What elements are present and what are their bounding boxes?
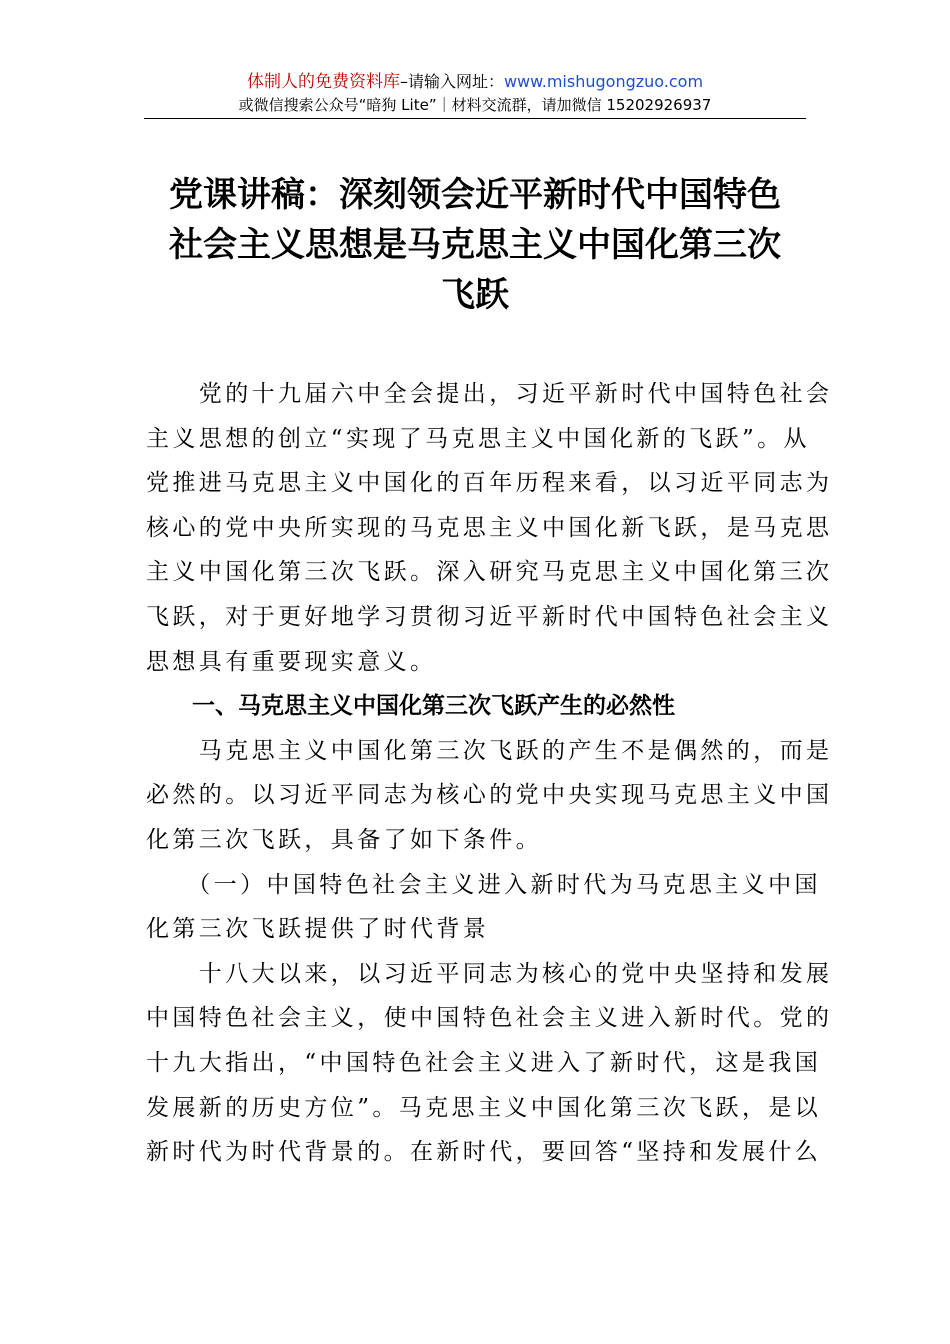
header-line-2: 或微信搜索公众号“暗狗 Lite”｜材料交流群，请加微信 15202926937 [238, 96, 712, 114]
subsection-heading-line: 化第三次飞跃提供了时代背景 [146, 916, 490, 943]
header-line-1 [144, 70, 806, 94]
page-header [144, 70, 806, 116]
paragraph-line: 必然的。以习近平同志为核心的党中央实现马克思主义中国 [146, 782, 833, 809]
paragraph-line: 十九大指出，“中国特色社会主义进入了新时代，这是我国 [146, 1049, 822, 1076]
document-title [144, 170, 806, 320]
header-prompt: –请输入网址： [399, 72, 504, 91]
section-heading: 一、马克思主义中国化第三次飞跃产生的必然性 [146, 693, 675, 720]
header-url-link[interactable]: www.mishugongzuo.com [503, 72, 704, 91]
paragraph-line: 党的十九届六中全会提出，习近平新时代中国特色社会 [146, 381, 833, 407]
paragraph-line: 思想具有重要现实意义。 [146, 648, 437, 675]
paragraph-line: 飞跃，对于更好地学习贯彻习近平新时代中国特色社会主义 [146, 603, 833, 630]
paragraph-line: 主义思想的创立“实现了马克思主义中国化新的飞跃”。从 [146, 425, 810, 452]
title-line: 飞跃 [441, 275, 509, 315]
paragraph-line: 化第三次飞跃，具备了如下条件。 [146, 826, 542, 853]
header-brand: 体制人的免费资料库 [246, 72, 400, 92]
paragraph-line: 核心的党中央所实现的马克思主义中国化新飞跃，是马克思 [146, 514, 833, 541]
subsection-heading-line: （一）中国特色社会主义进入新时代为马克思主义中国 [146, 871, 821, 898]
paragraph-line: 党推进马克思主义中国化的百年历程来看，以习近平同志为 [146, 470, 833, 497]
paragraph-line: 十八大以来，以习近平同志为核心的党中央坚持和发展 [146, 960, 833, 987]
paragraph-line: 发展新的历史方位”。马克思主义中国化第三次飞跃，是以 [146, 1094, 822, 1121]
title-line: 社会主义思想是马克思主义中国化第三次 [169, 225, 781, 265]
title-line: 党课讲稿：深刻领会近平新时代中国特色 [169, 175, 781, 215]
document-body [146, 372, 833, 1175]
paragraph-line: 主义中国化第三次飞跃。深入研究马克思主义中国化第三次 [146, 559, 833, 586]
paragraph-line: 中国特色社会主义，使中国特色社会主义进入新时代。党的 [146, 1005, 833, 1032]
paragraph-line: 新时代为时代背景的。在新时代，要回答“坚持和发展什么 [146, 1139, 822, 1166]
header-divider [144, 118, 806, 119]
paragraph-line: 马克思主义中国化第三次飞跃的产生不是偶然的，而是 [146, 737, 833, 764]
